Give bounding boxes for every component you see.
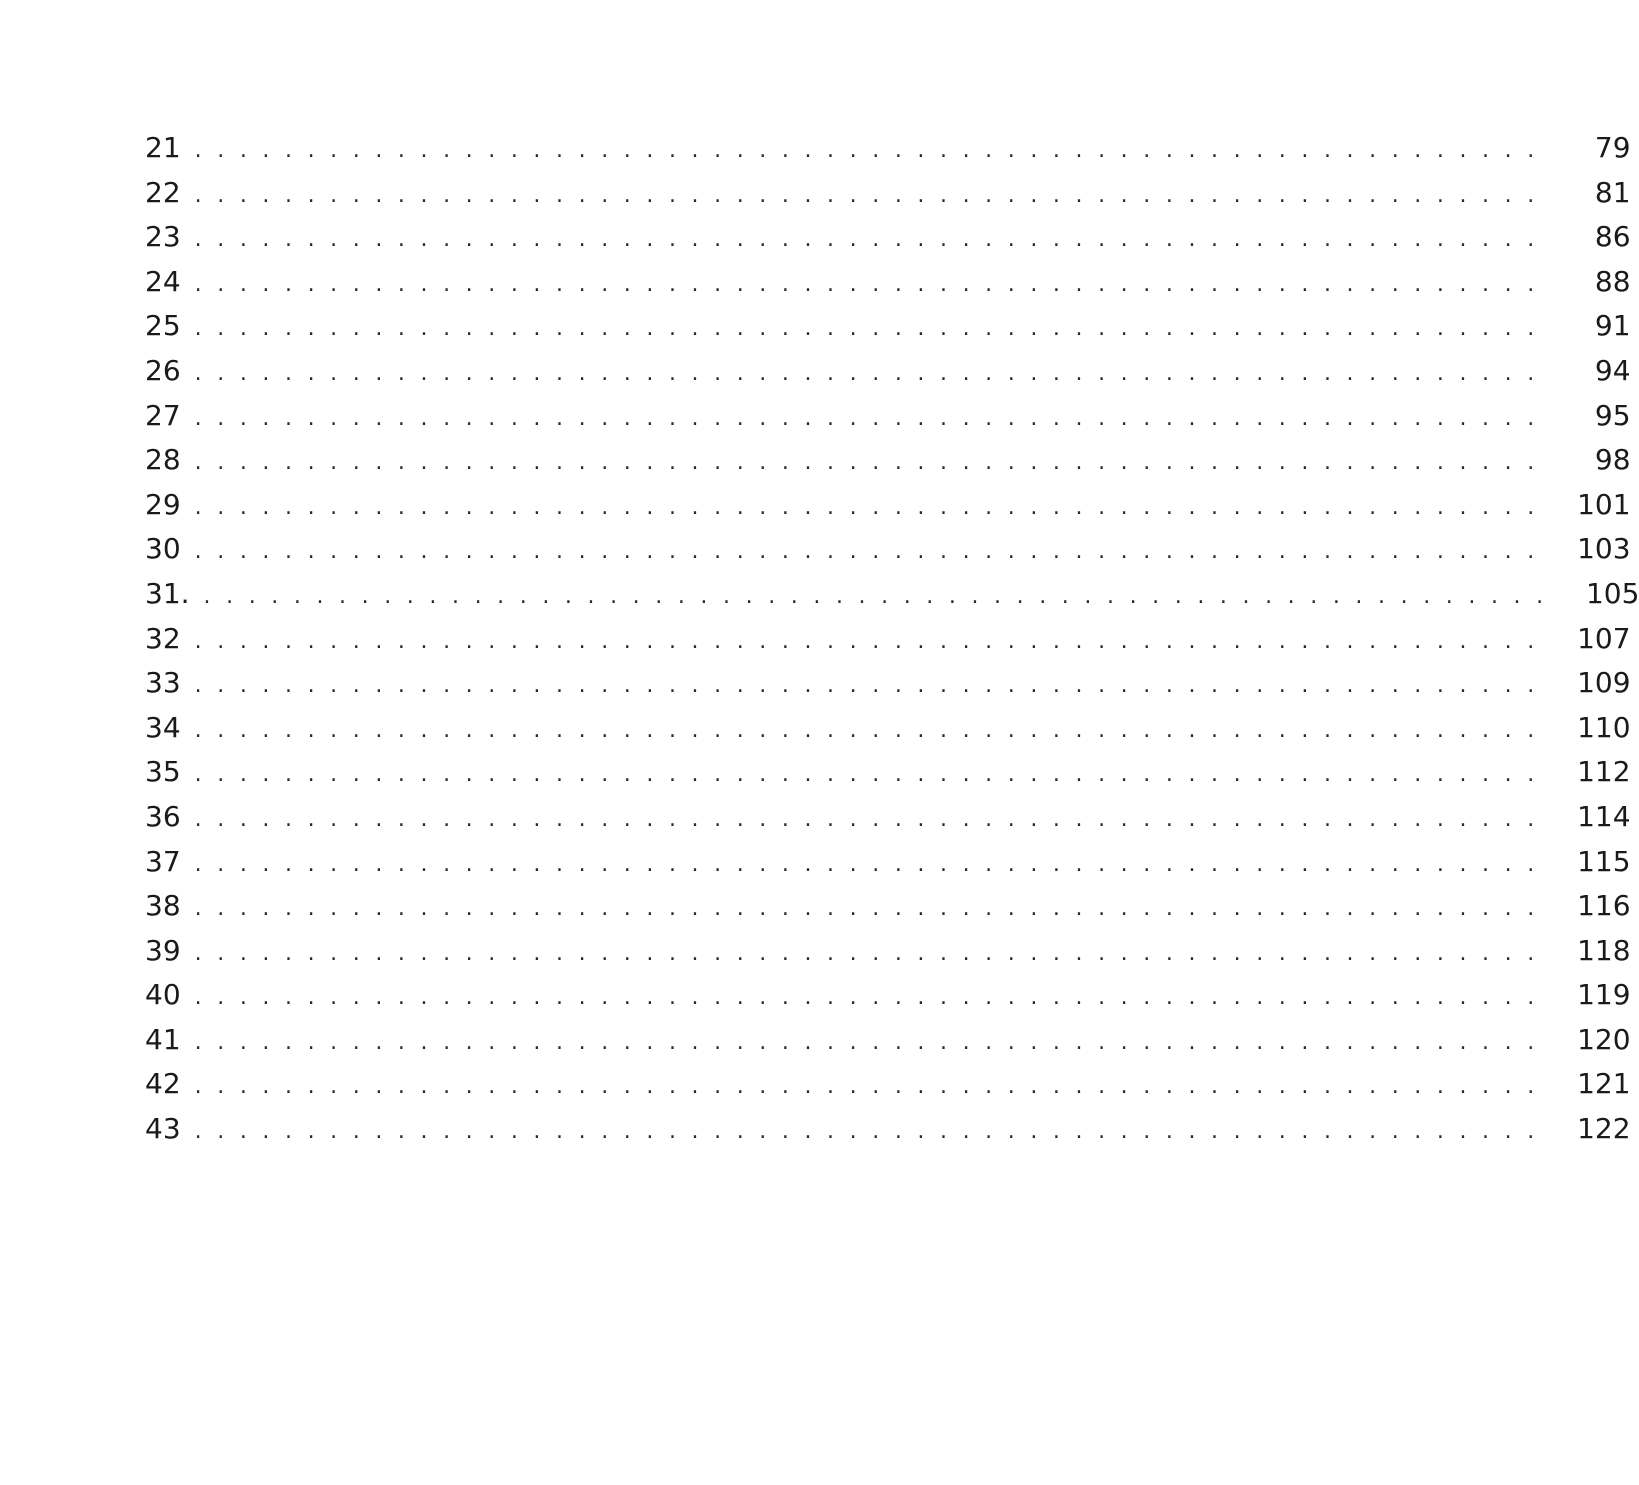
toc-entry [145, 260, 1631, 305]
toc-entry [145, 572, 1639, 617]
toc-page-number: 109 [1577, 666, 1631, 700]
toc-chapter-number: 35 [145, 755, 181, 789]
table-of-contents [145, 126, 1639, 1152]
toc-chapter-number: 34 [145, 710, 181, 744]
toc-entry [145, 126, 1631, 171]
toc-dot-leader: . . . . . . . . . . . . . . . . . . . . . . . . . . . . . . . . . . . . . . . . . . . . . . . . . . . . . . . . . . . . [194, 940, 1539, 966]
toc-entry [145, 750, 1631, 795]
toc-page-number: 91 [1594, 309, 1631, 343]
toc-page-number: 105 [1585, 576, 1639, 610]
toc-dot-leader: . . . . . . . . . . . . . . . . . . . . . . . . . . . . . . . . . . . . . . . . . . . . . . . . . . . . . . . . . . . . [194, 673, 1539, 699]
toc-dot-leader: . . . . . . . . . . . . . . . . . . . . . . . . . . . . . . . . . . . . . . . . . . . . . . . . . . . . . . . . . . . . [194, 851, 1539, 877]
toc-chapter-number: 36 [145, 799, 181, 833]
toc-entry [145, 973, 1631, 1018]
toc-dot-leader: . . . . . . . . . . . . . . . . . . . . . . . . . . . . . . . . . . . . . . . . . . . . . . . . . . . . . . . . . . . . [194, 405, 1539, 431]
toc-page-number: 120 [1577, 1022, 1631, 1056]
toc-dot-leader: . . . . . . . . . . . . . . . . . . . . . . . . . . . . . . . . . . . . . . . . . . . . . . . . . . . . . . . . . . . . [194, 806, 1539, 832]
toc-entry [145, 438, 1631, 483]
toc-dot-leader: . . . . . . . . . . . . . . . . . . . . . . . . . . . . . . . . . . . . . . . . . . . . . . . . . . . . . . . . . . . . [194, 494, 1539, 520]
toc-chapter-number: 29 [145, 487, 181, 521]
toc-page-number: 88 [1594, 264, 1631, 298]
toc-dot-leader: . . . . . . . . . . . . . . . . . . . . . . . . . . . . . . . . . . . . . . . . . . . . . . . . . . . . . . . . . . . . [194, 1029, 1539, 1055]
toc-page-number: 95 [1594, 398, 1631, 432]
toc-dot-leader: . . . . . . . . . . . . . . . . . . . . . . . . . . . . . . . . . . . . . . . . . . . . . . . . . . . . . . . . . . . . [194, 1119, 1539, 1145]
toc-entry [145, 527, 1631, 572]
toc-entry [145, 394, 1631, 439]
toc-chapter-number: 41 [145, 1022, 181, 1056]
toc-entry [145, 304, 1631, 349]
toc-chapter-number: 33 [145, 666, 181, 700]
toc-entry [145, 617, 1631, 662]
toc-dot-leader: . . . . . . . . . . . . . . . . . . . . . . . . . . . . . . . . . . . . . . . . . . . . . . . . . . . . . . . . . . . . [194, 227, 1539, 253]
toc-entry [145, 215, 1631, 260]
toc-entry [145, 1107, 1631, 1152]
toc-page-number: 115 [1577, 844, 1631, 878]
toc-page-number: 81 [1594, 175, 1631, 209]
toc-page-number: 103 [1577, 532, 1631, 566]
toc-entry [145, 840, 1631, 885]
toc-chapter-number: 21 [145, 131, 181, 164]
toc-page-number: 118 [1577, 933, 1631, 967]
toc-dot-leader: . . . . . . . . . . . . . . . . . . . . . . . . . . . . . . . . . . . . . . . . . . . . . . . . . . . . . . . . . . . . [194, 628, 1539, 654]
toc-dot-leader: . . . . . . . . . . . . . . . . . . . . . . . . . . . . . . . . . . . . . . . . . . . . . . . . . . . . . . . . . . . . [194, 539, 1539, 565]
toc-entry [145, 795, 1631, 840]
toc-chapter-number: 32 [145, 621, 181, 655]
toc-dot-leader: . . . . . . . . . . . . . . . . . . . . . . . . . . . . . . . . . . . . . . . . . . . . . . . . . . . . . . . . . . . . [194, 450, 1539, 476]
toc-chapter-number: 37 [145, 844, 181, 878]
toc-dot-leader: . . . . . . . . . . . . . . . . . . . . . . . . . . . . . . . . . . . . . . . . . . . . . . . . . . . . . . . . . . . . [194, 762, 1539, 788]
toc-page-number: 101 [1577, 487, 1631, 521]
toc-entry [145, 1062, 1631, 1107]
toc-chapter-number: 40 [145, 978, 181, 1012]
toc-dot-leader: . . . . . . . . . . . . . . . . . . . . . . . . . . . . . . . . . . . . . . . . . . . . . . . . . . . . . . . . . . . . [194, 138, 1539, 163]
toc-chapter-number: 39 [145, 933, 181, 967]
toc-entry [145, 1018, 1631, 1063]
toc-page-number: 116 [1577, 889, 1631, 923]
toc-page-number: 79 [1594, 131, 1631, 164]
toc-page-number: 98 [1594, 443, 1631, 477]
toc-chapter-number: 38 [145, 889, 181, 923]
toc-chapter-number: 28 [145, 443, 181, 477]
toc-entry [145, 483, 1631, 528]
toc-dot-leader: . . . . . . . . . . . . . . . . . . . . . . . . . . . . . . . . . . . . . . . . . . . . . . . . . . . . . . . . . . . . [194, 985, 1539, 1011]
toc-page-number: 112 [1577, 755, 1631, 789]
toc-entry [145, 884, 1631, 929]
toc-chapter-number: 26 [145, 353, 181, 387]
toc-entry [145, 661, 1631, 706]
toc-chapter-number: 25 [145, 309, 181, 343]
toc-chapter-number: 22 [145, 175, 181, 209]
toc-page-number: 119 [1577, 978, 1631, 1012]
toc-chapter-number: 42 [145, 1067, 181, 1101]
toc-dot-leader: . . . . . . . . . . . . . . . . . . . . . . . . . . . . . . . . . . . . . . . . . . . . . . . . . . . . . . . . . . . . [194, 182, 1539, 208]
toc-page-number: 114 [1577, 799, 1631, 833]
toc-page-number: 86 [1594, 220, 1631, 254]
toc-entry [145, 929, 1631, 974]
toc-dot-leader: . . . . . . . . . . . . . . . . . . . . . . . . . . . . . . . . . . . . . . . . . . . . . . . . . . . . . . . . . . . . [194, 717, 1539, 743]
toc-page-number: 107 [1577, 621, 1631, 655]
toc-entry [145, 171, 1631, 216]
toc-dot-leader: . . . . . . . . . . . . . . . . . . . . . . . . . . . . . . . . . . . . . . . . . . . . . . . . . . . . . . . . . . . . [194, 360, 1539, 386]
toc-chapter-number: 27 [145, 398, 181, 432]
toc-entry [145, 349, 1631, 394]
toc-dot-leader: . . . . . . . . . . . . . . . . . . . . . . . . . . . . . . . . . . . . . . . . . . . . . . . . . . . . . . . . . . . . [194, 271, 1539, 297]
toc-dot-leader: . . . . . . . . . . . . . . . . . . . . . . . . . . . . . . . . . . . . . . . . . . . . . . . . . . . . . . . . . . . . [194, 316, 1539, 342]
toc-chapter-number: 23 [145, 220, 181, 254]
toc-dot-leader: . . . . . . . . . . . . . . . . . . . . . . . . . . . . . . . . . . . . . . . . . . . . . . . . . . . . . . . . . . . . [194, 896, 1539, 922]
toc-dot-leader: . . . . . . . . . . . . . . . . . . . . . . . . . . . . . . . . . . . . . . . . . . . . . . . . . . . . . . . . . . . . [194, 1074, 1539, 1100]
toc-page-number: 94 [1594, 353, 1631, 387]
toc-page-number: 110 [1577, 710, 1631, 744]
toc-chapter-number: 31. [145, 576, 190, 610]
toc-dot-leader: . . . . . . . . . . . . . . . . . . . . . . . . . . . . . . . . . . . . . . . . . . . . . . . . . . . . . . . . . . . . [203, 583, 1548, 609]
toc-entry [145, 706, 1631, 751]
toc-page-number: 121 [1577, 1067, 1631, 1101]
toc-page-number: 122 [1577, 1112, 1631, 1146]
toc-chapter-number: 24 [145, 264, 181, 298]
toc-chapter-number: 30 [145, 532, 181, 566]
toc-chapter-number: 43 [145, 1112, 181, 1146]
